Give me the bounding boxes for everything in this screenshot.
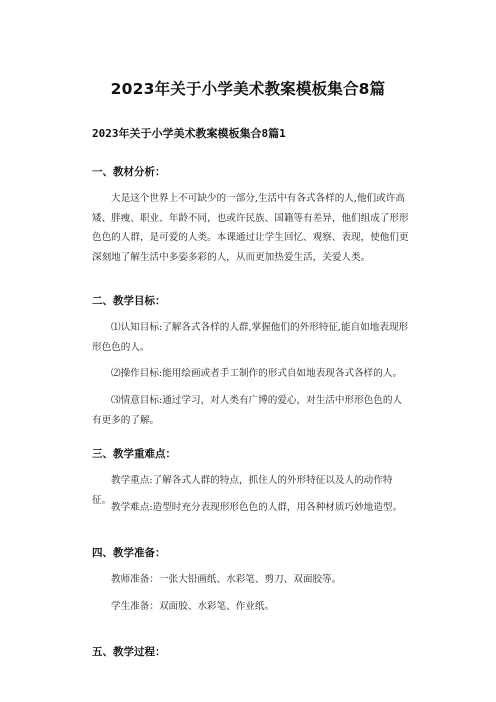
paragraph-cognitive-goal: ⑴认知目标:了解各式各样的人群,掌握他们的外形特征,能自如地表现形形色色的人。: [92, 322, 409, 353]
paragraph-emotional-goal: ⑶情意目标:通过学习，对人类有广博的爱心，对生活中形形色色的人有更多的了解。: [92, 395, 403, 426]
heading-key-points: 三、教学重难点：: [92, 448, 176, 460]
paragraph-teacher-preparation: 教师准备：一张大铅画纸、水彩笔、剪刀、双面胶等。: [111, 574, 342, 585]
heading-teaching-process: 五、教学过程：: [92, 646, 166, 658]
paragraph-teaching-focus: 教学重点:了解各式人群的特点，抓住人的外形特征以及人的动作特征。: [92, 475, 393, 506]
paragraph-teaching-difficulty: 教学难点:造型时充分表现形形色色的人群，用各种材质巧妙地造型。: [111, 502, 403, 513]
paragraph-student-preparation: 学生准备：双面胶、水彩笔、作业纸。: [111, 601, 275, 612]
section-title: 2023年关于小学美术教案模板集合8篇1: [92, 127, 286, 140]
document-title: 2023年关于小学美术教案模板集合8篇: [110, 80, 386, 98]
heading-textbook-analysis: 一、教材分析：: [92, 166, 166, 178]
heading-preparation: 四、教学准备：: [92, 547, 166, 559]
paragraph-operation-goal: ⑵操作目标:能用绘画或者手工制作的形式自如地表现各式各样的人。: [111, 368, 403, 379]
heading-teaching-goals: 二、教学目标：: [92, 295, 166, 307]
paragraph-textbook-analysis: 大是这个世界上不可缺少的一部分,生活中有各式各样的人,他们或许高矮、胖瘦、职业、年龄不同，也或许民族、国籍等有差异，他们组成了形形色色的人群，是可爱的人类。本课通过让学生回忆、观察、表现，使他们更深刻地了解生活中多姿多彩的人，从而更加热爱生活，关爱人类。: [92, 193, 409, 263]
